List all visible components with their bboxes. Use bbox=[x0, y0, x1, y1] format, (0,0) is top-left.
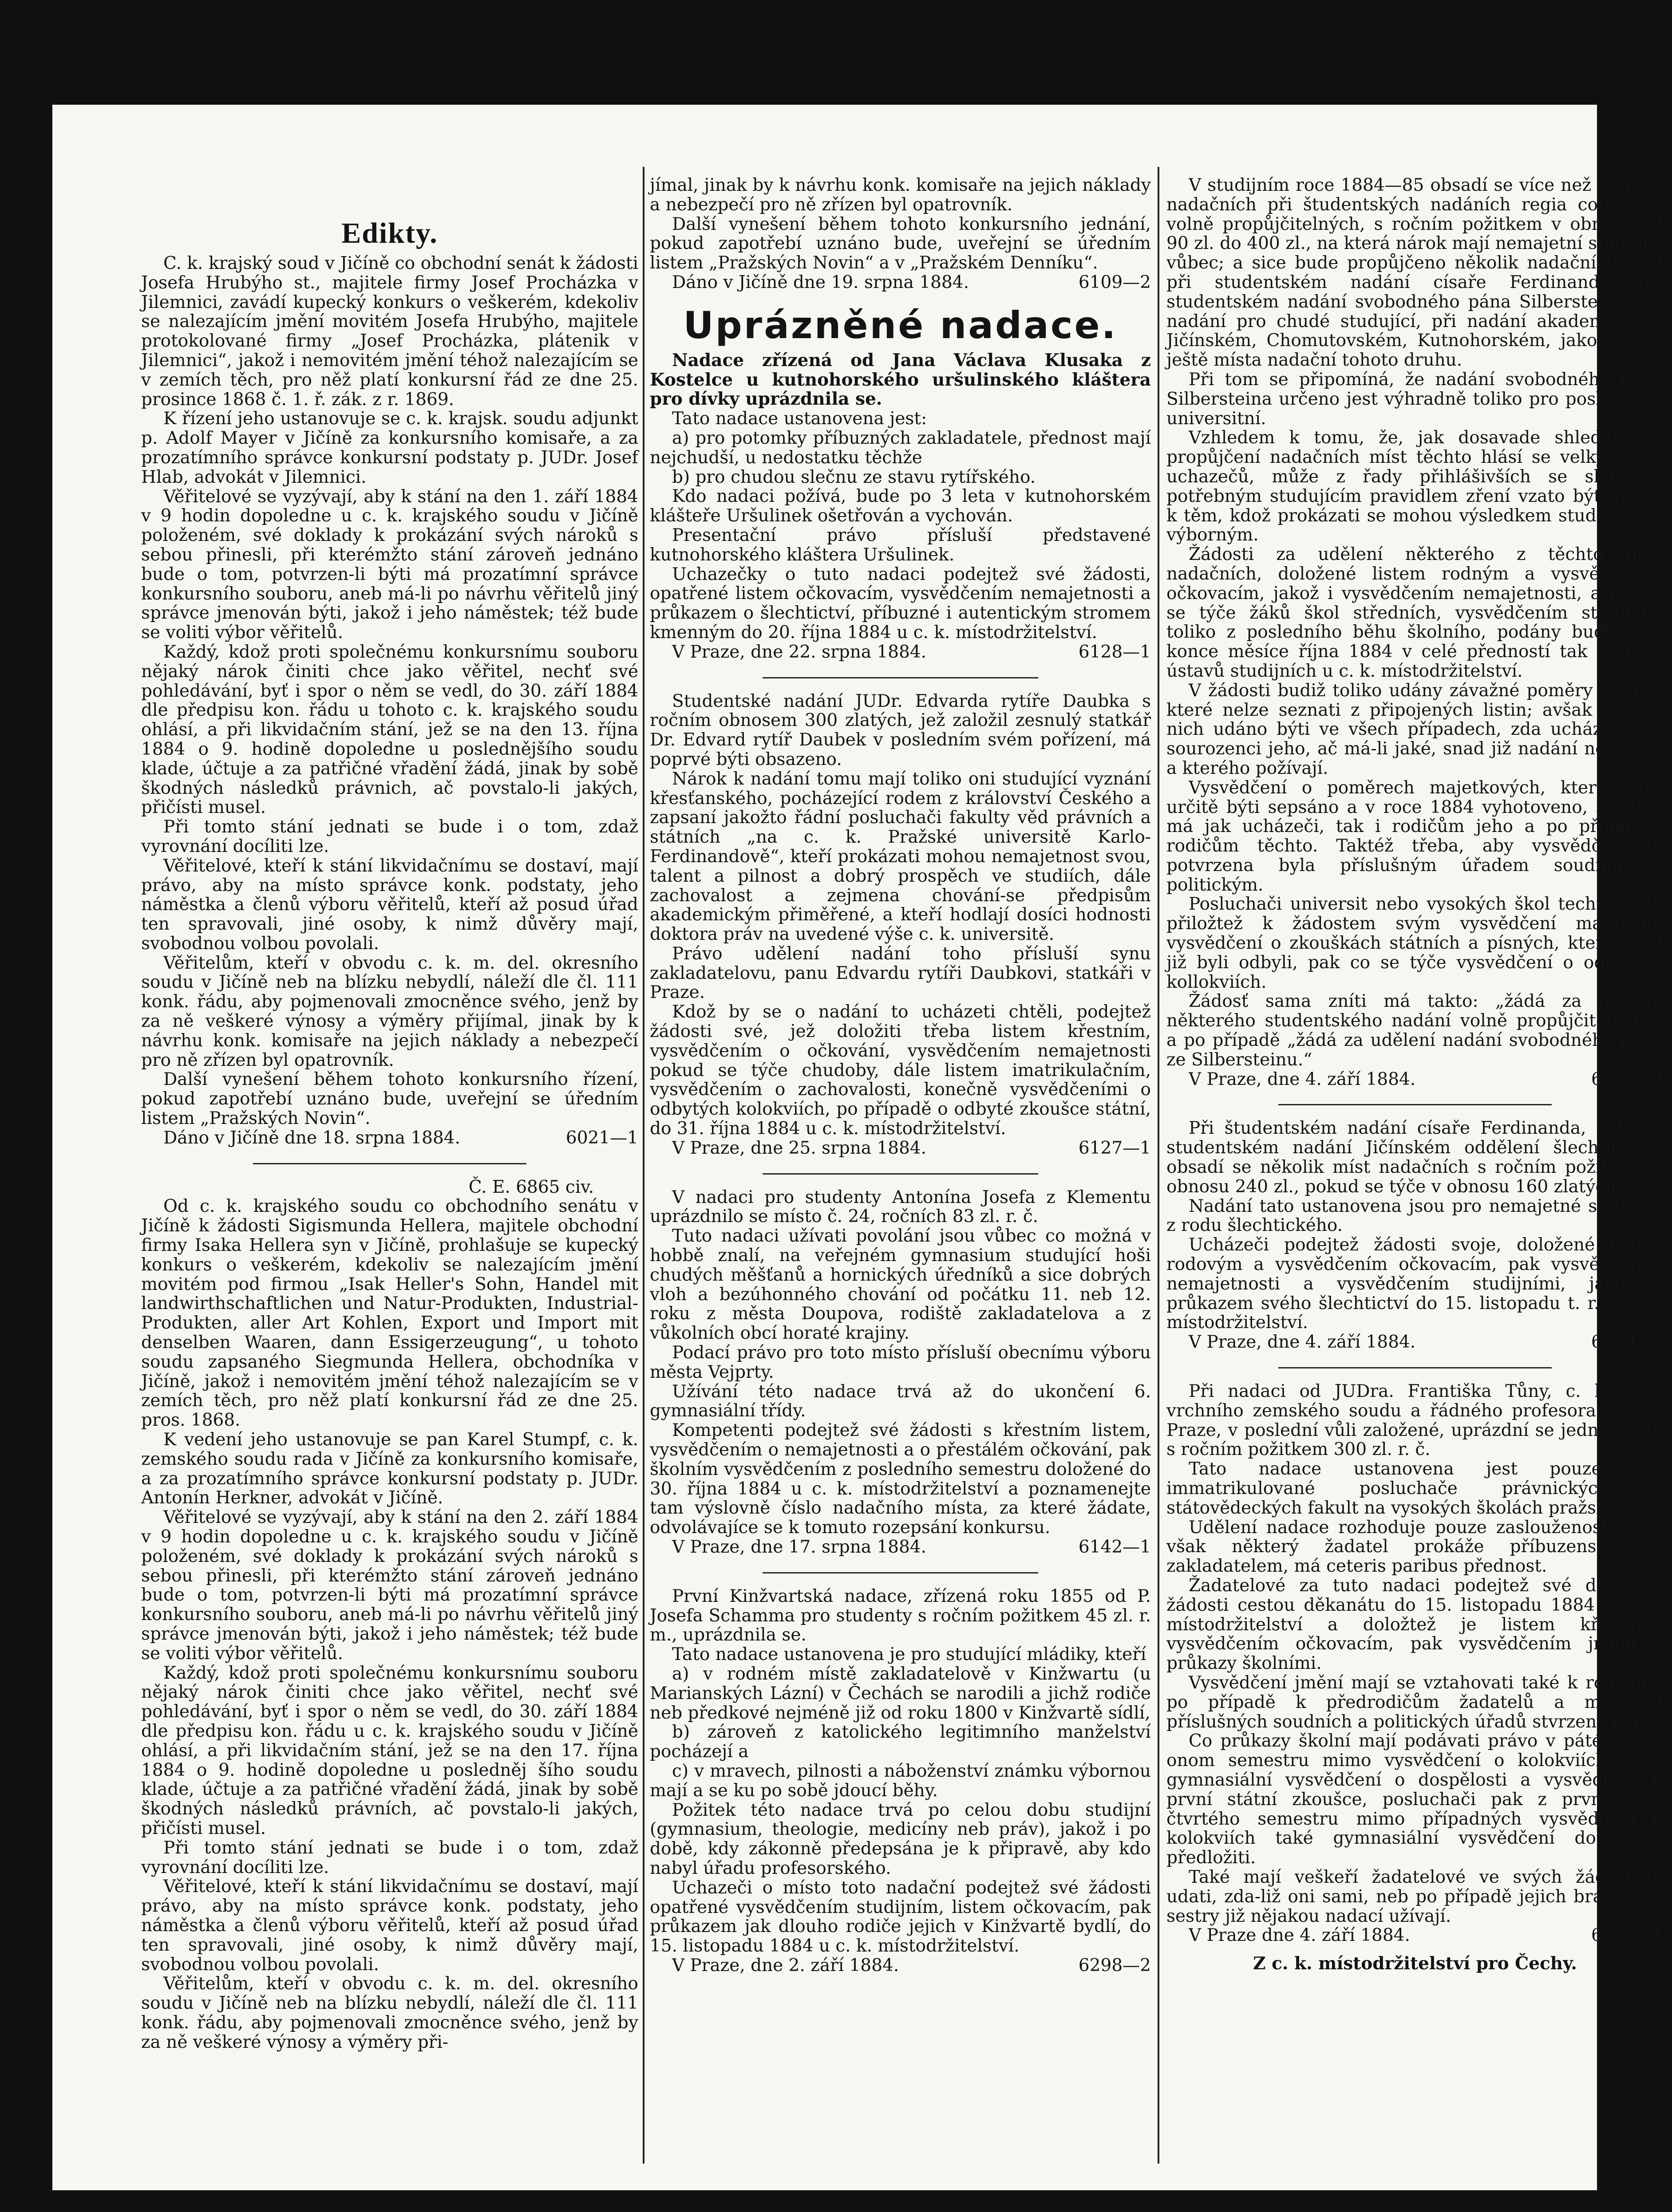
paragraph: Další vynešení během tohoto konkursního jednání, pokud zapotřebí uznáno bude, uveřejní se úředním listem „Pražských Novin“ a v „Pražském Denníku“. bbox=[650, 214, 1151, 273]
paragraph: b) zároveň z katolického legitimního manželství pocházejí a bbox=[650, 1722, 1151, 1762]
section-heading-edikty: Edikty. bbox=[341, 217, 438, 249]
separator-line bbox=[1278, 1104, 1552, 1105]
notice-number: 6142—1 bbox=[1078, 1537, 1151, 1557]
paragraph: Při tomto stání jednati se bude i o tom, zdaž vyrovnání docíliti lze. bbox=[141, 1837, 638, 1877]
foundation-ferdinand bbox=[1166, 1119, 1664, 1352]
separator-line bbox=[1278, 1367, 1552, 1368]
notice-number: 6127—1 bbox=[1078, 1138, 1151, 1158]
paragraph: Věřitelové se vyzývají, aby k stání na den 1. září 1884 v 9 hodin dopoledne u c. k. krajského soudu v Jičíně položeném, své doklady k prokázání svých nároků s sebou přinesli, při kterémžto stání zároveň jednáno bude o tom, potvrzen-li býti má prozatímní správce konkursního souboru, aneb má-li po návrhu věřitelů jiný správce jmenován býti, jakož i jeho náměstek; též bude se voliti výbor věřitelů. bbox=[141, 486, 638, 643]
paragraph: Věřitelům, kteří v obvodu c. k. m. del. okresního soudu v Jičíně neb na blízku nebydlí, náleží dle čl. 111 konk. řádu, aby pojmenovali zmocněnce svého, jenž by za ně veškeré výnosy a výměry při- bbox=[141, 1974, 638, 2052]
foundation-klementu bbox=[650, 1188, 1151, 1557]
paragraph: Tuto nadaci užívati povolání jsou vůbec co možná v hobbě znalí, na veřejném gymnasium studující hoši chudých měšťanů a hornických úředníků a sice dobrých vloh a bezúhonného chování od počátku 11. neb 12. roku z města Doupova, rodiště zakladatelova a z vůkolních obcí horaté krajiny. bbox=[650, 1226, 1151, 1344]
paragraph: V studijním roce 1884—85 obsadí se více než 50 míst nadačních při študentských nadáních regia collatione volně propůjčitelných, s ročním požitkem v obnosu od 90 zl. do 400 zl., na která nárok mají nemajetní studující vůbec; a sice bude propůjčeno několik nadačních míst při studentském nadání císaře Ferdinanda, při studentském nadání svobodného pána Silbersteina, při nadání pro chudé studující, při nadání akademickém, Jičínském, Chomutovském, Kutnohorském, jakož i jiná ještě místa nadační tohoto druhu. bbox=[1166, 175, 1664, 371]
paragraph: Tato nadace ustanovena je pro studující mládiky, kteří bbox=[672, 1644, 1146, 1665]
newspaper-page bbox=[52, 105, 1664, 2190]
column-divider bbox=[643, 167, 644, 2164]
foundation-regia-collatione bbox=[1166, 176, 1664, 1089]
paragraph: Studentské nadání JUDr. Edvarda rytíře Daubka s ročním obnosem 300 zlatých, jež založil zesnulý statkář Dr. Edvard rytíř Daubek v posledním svém pořízení, má poprvé býti obsazeno. bbox=[650, 691, 1151, 769]
paragraph: Vysvědčení jmění mají se vztahovati také k rodičům, po případě k předrodičům žadatelů a mají od příslušných soudních a politických úřadů stvrzeny býti. bbox=[1166, 1672, 1664, 1732]
paragraph: Další vynešení během tohoto konkursního řízení, pokud zapotřebí uznáno bude, uveřejní se úředním listem „Pražských Novin“. bbox=[141, 1069, 638, 1129]
paragraph: a) pro potomky příbuzných zakladatele, přednost mají nejchudší, u nedostatku těchže bbox=[650, 428, 1151, 468]
middle-column bbox=[650, 176, 1151, 1975]
paragraph: Žádosť sama zníti má takto: „žádá za udělení některého studentského nadání volně propůjčitelného“ a po případě „žádá za udělení nadání svobodného pána ze Silbersteinu.“ bbox=[1166, 991, 1664, 1070]
paragraph: Tato nadace ustanovena jest: bbox=[672, 409, 927, 429]
paragraph: Věřitelové se vyzývají, aby k stání na den 2. září 1884 v 9 hodin dopoledne u c. k. krajského soudu v Jičíně položeném, své doklady k prokázání svých nároků s sebou přinesli, při kterémžto stání zároveň jednáno bude o tom, potvrzen-li býti má prozatímní správce konkursního souboru, aneb má-li po návrhu věřitelů jiný správce jmenován býti, jakož i jeho náměstek; též bude se voliti výbor věřitelů. bbox=[141, 1507, 638, 1664]
date-line bbox=[650, 273, 1151, 292]
date-line bbox=[650, 1956, 1151, 1975]
paragraph: Požitek této nadace trvá po celou dobu studijní (gymnasium, theologie, medicíny neb práv), jakož i po době, kdy zákonně předepsána je k připravě, aby kdo nabyl úřadu profesorského. bbox=[650, 1800, 1151, 1878]
paragraph: V nadaci pro studenty Antonína Josefa z Klementu uprázdnilo se místo č. 24, ročních 83 zl. r. č. bbox=[650, 1187, 1151, 1227]
date-line bbox=[1166, 1926, 1664, 1945]
paragraph: Nárok k nadání tomu mají toliko oni studující vyznání křesťanského, pocházející rodem z království Českého a zapsaní jakožto řádní posluchači fakulty věd právních a státních „na c. k. Pražské universitě Karlo-Ferdinandově“, kteří prokázati mohou nemajetnost svou, talent a pilnost a dobrý prospěch ve studiích, dále zachovalost a zejmena chování-se předpisům akademickým přiměřené, a kteří hodlají dosíci hodnosti doktora práv na uvedené výše c. k. universitě. bbox=[650, 769, 1151, 945]
paragraph: Věřitelům, kteří v obvodu c. k. m. del. okresního soudu v Jičíně neb na blízku nebydlí, náleží dle čl. 111 konk. řádu, aby pojmenovali zmocněnce svého, jenž by za ně veškeré výnosy a výměry přijímal, jinak by k návrhu konk. komisaře na jejich náklady a nebezpečí pro ně zřízen byl opatrovník. bbox=[141, 953, 638, 1070]
notice-number: 6301—2 bbox=[1591, 1069, 1664, 1089]
foundation-daubek bbox=[650, 692, 1151, 1158]
paragraph: Co průkazy školní mají podávati právo v páté'm si v onom semestru mimo vysvědčení o kolokviích, také gymnasiální vysvědčení o dospělosti a vysvědčení o první státní zkoušce, posluchači pak z prvního až čtvrtého semestru mimo případných vysvědčení o kolokviích také gymnasiální vysvědčení dospělosti předložiti. bbox=[1166, 1731, 1664, 1868]
paragraph: Uchazeči o místo toto nadační podejtež své žádosti opatřené vysvědčením studijním, listem očkovacím, pak průkazem jak dlouho rodiče jejich v Kinžvartě bydlí, do 15. listopadu 1884 u c. k. místodržitelství. bbox=[650, 1877, 1151, 1956]
paragraph: Udělení nadace rozhoduje pouze zaslouženost, když však některý žadatel prokáže příbuzenství se zakladatelem, má ceteris paribus přednost. bbox=[1166, 1517, 1664, 1577]
date-line bbox=[650, 643, 1151, 662]
paragraph: a) v rodném místě zakladatelově v Kinžwartu (u Marianských Lázní) v Čechách se narodili a jichž rodiče neb předkové nejméně již od roku 1800 v Kinžvartě sídlí, bbox=[650, 1664, 1151, 1723]
notice-number: 6298—2 bbox=[1078, 1955, 1151, 1975]
paragraph: Užívání této nadace trvá až do ukončení 6. gymnasiální třídy. bbox=[650, 1381, 1151, 1421]
date-text: V Praze, dne 4. září 1884. bbox=[1189, 1332, 1416, 1352]
notice-number: 6021—1 bbox=[565, 1128, 638, 1148]
paragraph: jímal, jinak by k návrhu konk. komisaře na jejich náklady a nebezpečí pro ně zřízen byl opatrovník. bbox=[650, 175, 1151, 215]
column-divider bbox=[1158, 167, 1159, 2164]
date-text: V Praze, dne 25. srpna 1884. bbox=[672, 1138, 927, 1158]
date-text: Dáno v Jičíně dne 19. srpna 1884. bbox=[672, 272, 969, 292]
paragraph: Každý, kdož proti společnému konkursnímu souboru nějaký nárok činiti chce jako věřitel, nechť své pohledávání, byť i spor o něm se vedl, do 30. září 1884 dle předpisu kon. řádu u tohoto c. k. krajského soudu ohlásí, a při likvidačním stání, jež se na den 13. října 1884 o 9. hodině dopoledne u poslednějšího soudu klade, účtuje a za patřičné vřadění žádá, jinak by sobě škodných následků právnich, ač povstalo-li jakých, přičísti musel. bbox=[141, 642, 638, 818]
date-line bbox=[141, 1128, 638, 1148]
paragraph: Při študentském nadání císaře Ferdinanda, pak při studentském nadání Jičínském oddělení šlechtickém, obsadí se několik míst nadačních s ročním požitkem v obnosu 240 zl., pokud se týče v obnosu 160 zlatých. bbox=[1166, 1118, 1664, 1197]
paragraph: Posluchači universit nebo vysokých škol technických přiložtež k žádostem svým vysvědčení maturitní, vysvědčení o zkouškách státních a písných, které snad již byli odbyli, pak co se týče vysvědčení o odbytých kollokviích. bbox=[1166, 894, 1664, 992]
separator-line bbox=[253, 1163, 526, 1164]
date-text: V Praze dne 4. září 1884. bbox=[1189, 1925, 1410, 1946]
paragraph: Ucházeči podejtež žádosti svoje, doložené listem rodovým a vysvědčením očkovacím, pak vysvědčením nemajetnosti a vysvědčením studijními, jakož i průkazem svého šlechtictví do 15. listopadu t. r. u c. k. místodržitelství. bbox=[1166, 1235, 1664, 1333]
paragraph: K vedení jeho ustanovuje se pan Karel Stumpf, c. k. zemského soudu rada v Jičíně za konkursního komisaře, a za prozatímního správce konkursní podstaty p. JUDr. Antonín Herkner, advokát v Jičíně. bbox=[141, 1430, 638, 1508]
date-line bbox=[650, 1538, 1151, 1557]
paragraph: Uchazečky o tuto nadaci podejtež své žádosti, opatřené listem očkovacím, vysvědčením nemajetnosti a průkazem o šlechtictví, příbuzné i autentickým stromem kmenným do 20. října 1884 u c. k. místodržitelství. bbox=[650, 564, 1151, 643]
section-heading-nadace: Uprázněné nadace. bbox=[683, 303, 1118, 347]
foundation-kinzvart bbox=[650, 1587, 1151, 1975]
notice-number: 6109—2 bbox=[1078, 272, 1151, 292]
foundation-klusak bbox=[650, 351, 1151, 662]
paragraph: Žadatelové za tuto nadaci podejtež své doložené žádosti cestou děkanátu do 15. listopadu 1884 u c. k. místodržitelství a doložtež je listem křestním, vysvědčením očkovacím, pak vysvědčením jmění a průkazy školními. bbox=[1166, 1575, 1664, 1674]
paragraph: Při nadaci od JUDra. Františka Tůny, c. k. rady vrchního zemského soudu a řádného profesora práv v Praze, v poslední vůli založené, uprázdní se jedno místo s ročním požitkem 300 zl. r. č. bbox=[1166, 1381, 1664, 1460]
paragraph: Tato nadace ustanovena jest pouze pro immatrikulované posluchače právnických a státovědeckých fakult na vysokých školách pražských. bbox=[1166, 1459, 1664, 1518]
paragraph: Vzhledem k tomu, že, jak dosavade shledáno, o propůjčení nadačních míst těchto hlásí se velký počet uchazečů, může z řady přihlášivších se skutečně potřebným studujícím pravidlem zření vzato býti toliko k těm, kdož prokázati se mohou výsledkem studií svých výborným. bbox=[1166, 428, 1664, 545]
paragraph: Kdo nadaci požívá, bude po 3 leta v kutnohorském klášteře Uršulinek ošetřován a vychován. bbox=[650, 486, 1151, 526]
paragraph: K řízení jeho ustanovuje se c. k. krajsk. soudu adjunkt p. Adolf Mayer v Jičíně za konkursního komisaře, a za prozatímního správce konkursní podstaty p. JUDr. Josef Hlab, advokát v Jilemnici. bbox=[141, 409, 638, 487]
paragraph: Při tomto stání jednati se bude i o tom, zdaž vyrovnání docíliti lze. bbox=[141, 817, 638, 856]
edict-heller bbox=[141, 1178, 638, 2052]
foundation-tuny bbox=[1166, 1382, 1664, 1974]
paragraph: Věřitelové, kteří k stání likvidačnímu se dostaví, mají právo, aby na místo správce konk. podstaty, jeho náměstka a členů výboru věřitelů, kteří až posud úřad ten spravovali, jiné osoby, k nimž důvěry mají, svobodnou volbou povolali. bbox=[141, 1877, 638, 1975]
date-text: V Praze, dne 2. září 1884. bbox=[672, 1955, 899, 1975]
paragraph: Nadání tato ustanovena jsou pro nemajetné studující z rodu šlechtického. bbox=[1166, 1196, 1664, 1236]
paragraph: Při tom se připomíná, že nadání svobodného pána Silbersteina určeno jest výhradně toliko pro posluchače universitní. bbox=[1166, 369, 1664, 429]
date-text: V Praze, dne 22. srpna 1884. bbox=[672, 642, 927, 662]
paragraph: C. k. krajský soud v Jičíně co obchodní senát k žádosti Josefa Hrubýho st., majitele firmy Josef Procházka v Jilemnici, zavádí kupecký konkurs o veškerém, kdekoliv se nalezajícím jmění movitém Josefa Hrubýho, majitele protokolované firmy „Josef Procházka, plátenik v Jilemnici“, jakož i nemovitém jmění téhož nalezajícím se v zemích těch, pro něž platí konkursní řád ze dne 25. prosince 1868 č. 1. ř. zák. z r. 1869. bbox=[141, 253, 638, 410]
left-column bbox=[141, 216, 638, 2052]
paragraph: Také mají veškeří žadatelové ve svých žádostech udati, zda-liž oni sami, neb po případě jejich bratři neb sestry již nějakou nadací užívají. bbox=[1166, 1867, 1664, 1926]
signature-line: Z c. k. místodržitelství pro Čechy. bbox=[1253, 1953, 1577, 1974]
edict-continuation bbox=[650, 176, 1151, 292]
notice-number: 6299—1 bbox=[1591, 1332, 1664, 1352]
paragraph: Kompetenti podejtež své žádosti s křestním listem, vysvědčením o nemajetnosti a o přestálém očkování, pak školním vysvědčením z posledního semestru doložené do 30. října 1884 u c. k. místodržitelství a poznamenejte tam výslovně číslo nadačního místa, za které žádate, odvolávajíce se k tomuto rozepsání konkursu. bbox=[650, 1420, 1151, 1538]
date-line bbox=[1166, 1333, 1664, 1352]
paragraph: Presentační právo přísluší představené kutnohorského kláštera Uršulinek. bbox=[650, 525, 1151, 565]
paragraph: Od c. k. krajského soudu co obchodního senátu v Jičíně k žádosti Sigismunda Hellera, majitele obchodní firmy Isaka Hellera syn v Jičíně, prohlašuje se kupecký konkurs o veškerém, kdekoliv se nalezajícím jmění movitém pod firmou „Isak Heller's Sohn, Handel mit landwirthschaftlichen und Natur-Produkten, Industrial-Produkten, aller Art Kohlen, Export und Import mit denselben Waaren, dann Essigerzeugung“, u tohoto soudu zapsaného Siegmunda Hellera, obchodníka v Jičíně, jakož i nemovitém jmění téhož nalezajícím se v zemích těch, pro něž platí konkursní řád ze dne 25. pros. 1868. bbox=[141, 1196, 638, 1431]
paragraph: Podací právo pro toto místo přísluší obecnímu výboru města Vejprty. bbox=[650, 1343, 1151, 1382]
case-number: Č. E. 6865 civ. bbox=[468, 1177, 594, 1197]
paragraph: c) v mravech, pilnosti a náboženství známku výbornou mají a se ku po sobě jdoucí běhy. bbox=[650, 1761, 1151, 1801]
date-text: V Praze, dne 17. srpna 1884. bbox=[672, 1537, 927, 1557]
date-text: V Praze, dne 4. září 1884. bbox=[1189, 1069, 1416, 1089]
notice-number: 6835—1 bbox=[1591, 1925, 1664, 1946]
date-line bbox=[650, 1139, 1151, 1158]
separator-line bbox=[763, 1572, 1038, 1573]
paragraph: Věřitelové, kteří k stání likvidačnímu se dostaví, mají právo, aby na místo správce konk. podstaty, jeho náměstka a členů výboru věřitelů, kteří až posud úřad ten spravovali, jiné osoby, k nimž důvěry mají, svobodnou volbou povolali. bbox=[141, 856, 638, 954]
separator-line bbox=[763, 677, 1038, 678]
paragraph: V žádosti budiž toliko udány závažné poměry takové, které nelze seznati z připojených listin; avšak musí v nich udáno býti ve všech případech, zda ucházeč neb sourozenci jeho, ač má-li jaké, snad již nadání nějakého a kterého požívají. bbox=[1166, 680, 1664, 778]
right-column bbox=[1166, 176, 1664, 1974]
notice-number: 6128—1 bbox=[1078, 642, 1151, 662]
paragraph: b) pro chudou slečnu ze stavu rytířského. bbox=[672, 467, 1036, 487]
date-line bbox=[1166, 1070, 1664, 1089]
paragraph: Žádosti za udělení některého z těchto míst nadačních, doložené listem rodným a vysvědčením očkovacím, jakož i vysvědčením nemajetnosti, a pokud se týče žáků škol středních, vysvědčením studijním toliko z posledního běhu školního, podány buďtež do konce měsíce října 1884 v celé předností tak kterých ústavů studijních u c. k. místodržitelství. bbox=[1166, 544, 1664, 681]
paragraph: Právo udělení nadání toho přísluší synu zakladatelovu, panu Edvardu rytíři Daubkovi, statkáři v Praze. bbox=[650, 943, 1151, 1003]
paragraph: Kdož by se o nadání to ucházeti chtěli, podejtež žádosti své, jež doložiti třeba listem křestním, vysvědčením o očkování, vysvědčením nemajetnosti pokud se týče chudoby, dále listem imatrikulačním, vysvědčením o zachovalosti, konečně vysvědčeními o odbytých kolokviích, po případě o odbyté zkoušce státní, do 31. října 1884 u c. k. místodržitelství. bbox=[650, 1002, 1151, 1139]
edict-hruby bbox=[141, 254, 638, 1148]
paragraph: Vysvědčení o poměrech majetkových, které musí určitě býti sepsáno a v roce 1884 vyhotoveno, svědčiti má jak ucházeči, tak i rodičům jeho a po případě i rodičům těchto. Taktéž třeba, aby vysvědčení ta potvrzena byla příslušným úřadem soudním a politickým. bbox=[1166, 777, 1664, 895]
paragraph: Každý, kdož proti společnému konkursnímu souboru nějaký nárok činiti chce jako věřitel, nechť své pohledávání, byť i spor o něm se vedl, do 30. září 1884 dle předpisu kon. řádu u c. k. krajského soudu v Jičíně ohlásí, a při likvidačním stání, jež se na den 17. října 1884 o 9. hodině dopoledne u posledněj šího soudu klade, účtuje a za patřičné vřadění žádá, jinak by sobě škodných následků právních, ač povstalo-li jakých, přičísti musel. bbox=[141, 1663, 638, 1838]
paragraph: Nadace zřízená od Jana Václava Klusaka z Kostelce u kutnohorského uršulinského kláštera pro dívky uprázdnila se. bbox=[650, 350, 1151, 410]
separator-line bbox=[763, 1173, 1038, 1175]
date-text: Dáno v Jičíně dne 18. srpna 1884. bbox=[163, 1128, 460, 1148]
paragraph: První Kinžvartská nadace, zřízená roku 1855 od P. Josefa Schamma pro studenty s ročním požitkem 45 zl. r. m., uprázdnila se. bbox=[650, 1586, 1151, 1645]
